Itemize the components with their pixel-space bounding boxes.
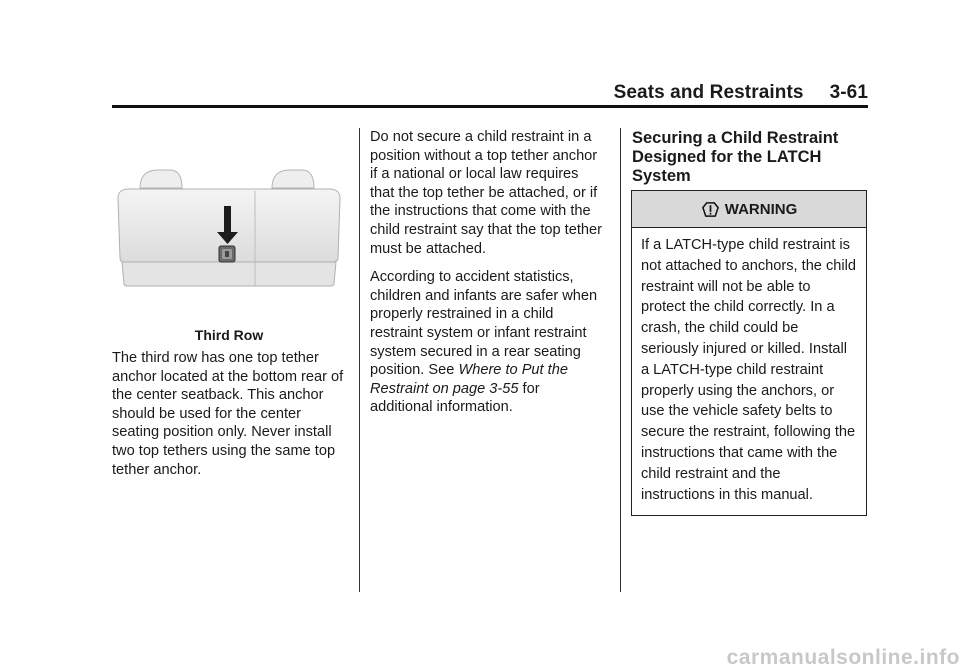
statistics-paragraph: According to accident statistics, children and infants are safer when properly restrained in a child restraint system or infant restraint system secured in a rear seating position. See Where to Put the Restraint on page 3-55 for additional information. — [370, 269, 598, 416]
column-divider — [359, 128, 360, 592]
cross-reference-link[interactable]: Where to Put the Restraint on page 3-55 — [370, 362, 568, 397]
top-tether-anchor-icon — [219, 246, 235, 262]
tether-law-paragraph: Do not secure a child restraint in a position without a top tether anchor if a national or local law requires that the top tether be attached, or if the instructions that come with the child restraint say that the top tether must be attached. — [370, 129, 603, 257]
figure-caption: Third Row — [194, 327, 264, 343]
column-divider — [620, 128, 621, 592]
warning-box — [631, 190, 867, 516]
warning-header — [632, 191, 866, 228]
page-header — [614, 82, 868, 104]
warning-title: WARNING — [724, 200, 798, 218]
section-heading: Securing a Child Restraint Designed for the LATCH System — [632, 129, 839, 185]
third-row-seat-illustration — [112, 162, 346, 290]
page-number: 3-61 — [829, 82, 868, 103]
header-rule — [112, 105, 868, 108]
warning-text: If a LATCH-type child restraint is not attached to anchors, the child restraint will not be able to protect the child correctly. In a crash, the child could be seriously injured or killed. Install a LATCH-type child restraint properly using the anchors, or use the vehicle safety belts to secure the restraint, following the instructions that came with the child restraint and the instructions in this manual. — [641, 237, 856, 503]
middle-column — [370, 128, 606, 427]
section-title: Seats and Restraints — [613, 82, 804, 103]
warning-icon — [701, 200, 720, 219]
watermark: carmanualsonline.info — [726, 646, 960, 669]
third-row-paragraph: The third row has one top tether anchor located at the bottom rear of the center seatback. This anchor should be used for the center seating position only. Never install two top tethers using the same top tether anchor. — [112, 350, 344, 478]
